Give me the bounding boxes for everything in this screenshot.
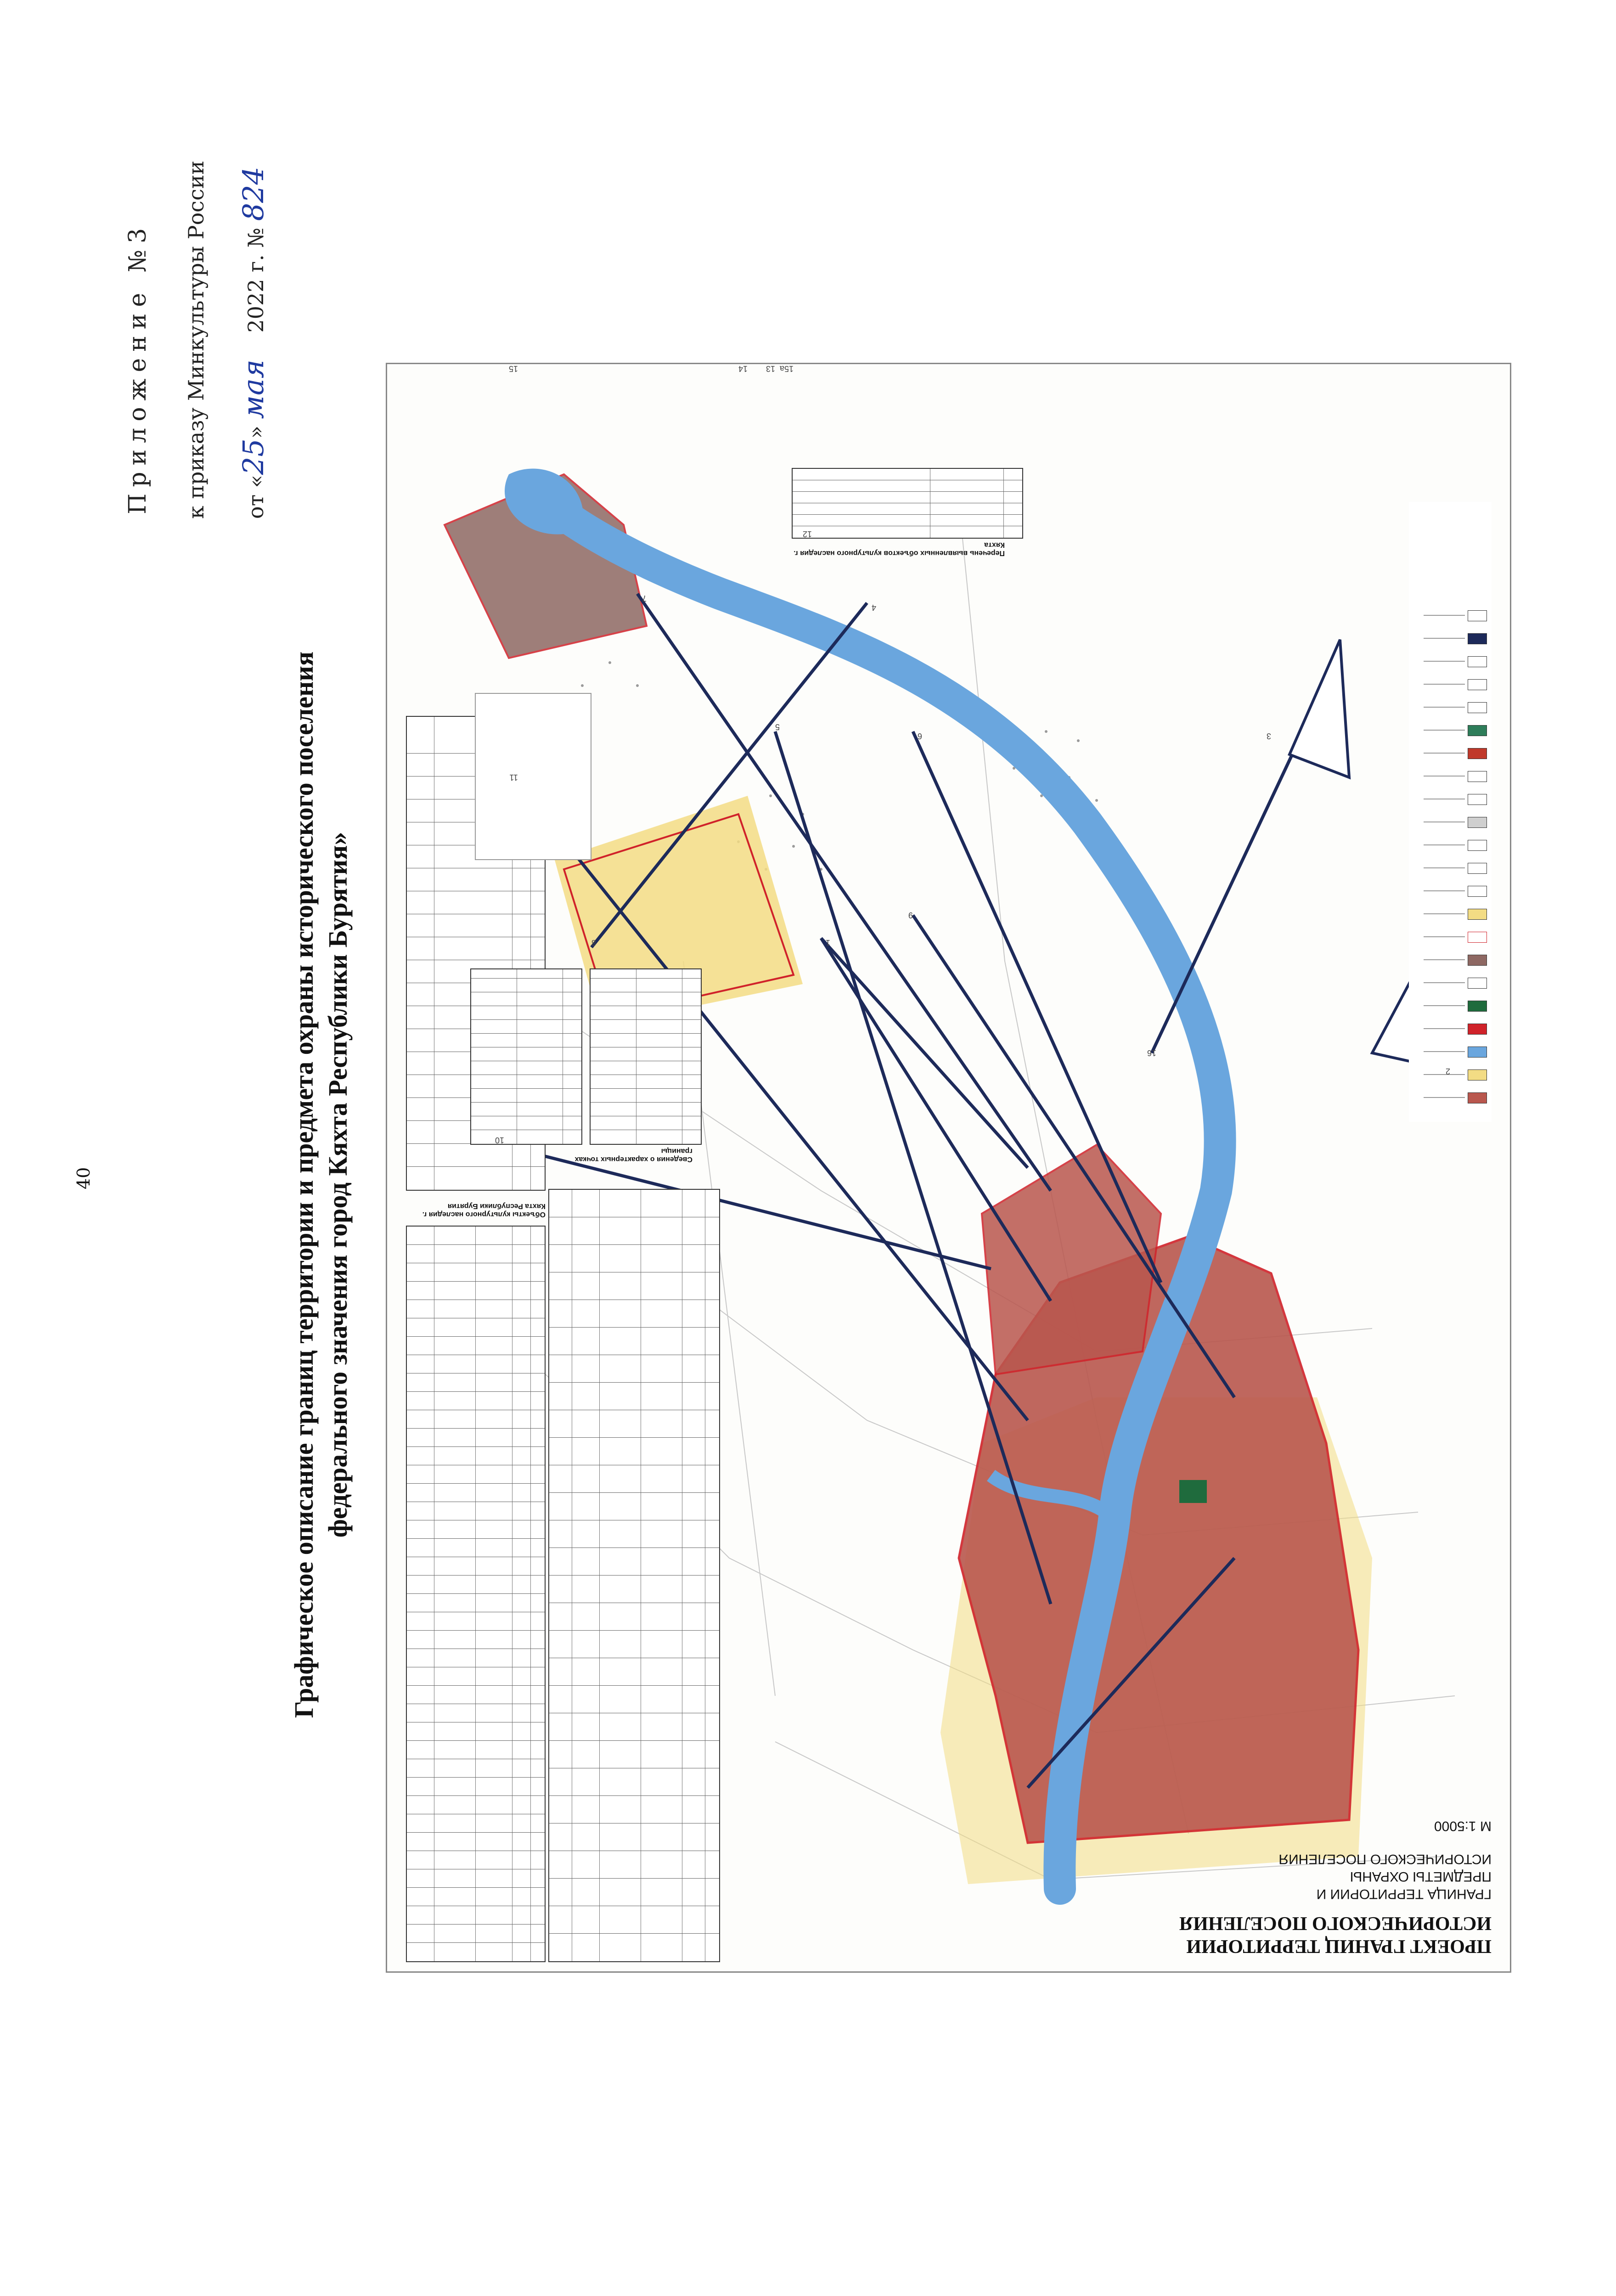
point-label-11: 11 [509,773,518,782]
point-label-1: 1 [825,938,830,947]
identified-objects-caption: Перечень выявленных объектов культурного наследия г. Кяхта [794,541,1005,557]
point-label-8: 8 [591,938,596,947]
point-label-6: 6 [917,732,922,741]
date-prefix: от « [243,475,268,519]
point-label-9: 9 [908,911,913,920]
view-sector [1289,640,1349,777]
point-label-15a: 15а [779,364,794,373]
appendix-order-line: к приказу Минкультуры России [184,160,208,519]
approval-insert [475,693,591,860]
appendix-date-line [236,167,270,519]
document-title: Графическое описание границ территории и предмета охраны исторического поселения федерального значения город Кяхта Республики Бурятия» [289,651,353,1718]
project-title: ПРОЕКТ ГРАНИЦ ТЕРРИТОРИИ ИСТОРИЧЕСКОГО ПОСЕЛЕНИЯ [1179,1913,1492,1957]
legend [1409,502,1492,1122]
point-label-13: 13 [766,364,775,373]
point-label-3: 3 [1266,732,1271,741]
point-label-4: 4 [871,603,876,612]
coords-table-caption: Сведения о характерных точках границы [574,1147,693,1163]
handwritten-day: 25 [236,439,270,475]
objects-table-caption: Объекты культурного наследия г. Кяхта Республики Бурятия [422,1202,546,1218]
point-label-5: 5 [775,722,780,732]
point-label-16: 16 [1147,1048,1156,1058]
coords-table-a [590,968,702,1145]
green-square [1179,1480,1207,1503]
date-year: 2022 г. № [243,227,268,333]
objects-table-3 [548,1189,720,1962]
historic-zone-east [982,1145,1161,1374]
objects-table [406,1226,546,1962]
date-mid: » [243,426,268,439]
point-label-15: 15 [508,364,518,373]
handwritten-month: мая [236,359,270,419]
map-scale: М 1:5000 [1434,1818,1492,1834]
project-subtitle: ГРАНИЦА ТЕРРИТОРИИ И ПРЕДМЕТЫ ОХРАНЫ ИСТОРИЧЕСКОГО ПОСЕЛЕНИЯ [1278,1851,1492,1902]
point-label-7: 7 [642,594,647,603]
handwritten-number: 824 [236,166,270,221]
point-label-2: 2 [1445,1067,1450,1076]
point-label-12: 12 [802,529,812,539]
map-sheet [386,363,1511,1973]
identified-objects-table [792,468,1023,539]
point-label-14: 14 [738,364,748,373]
coords-table-b [470,968,582,1145]
page-number: 40 [73,1167,94,1189]
point-label-10: 10 [495,1136,504,1145]
appendix-title: Приложение №3 [124,221,152,514]
